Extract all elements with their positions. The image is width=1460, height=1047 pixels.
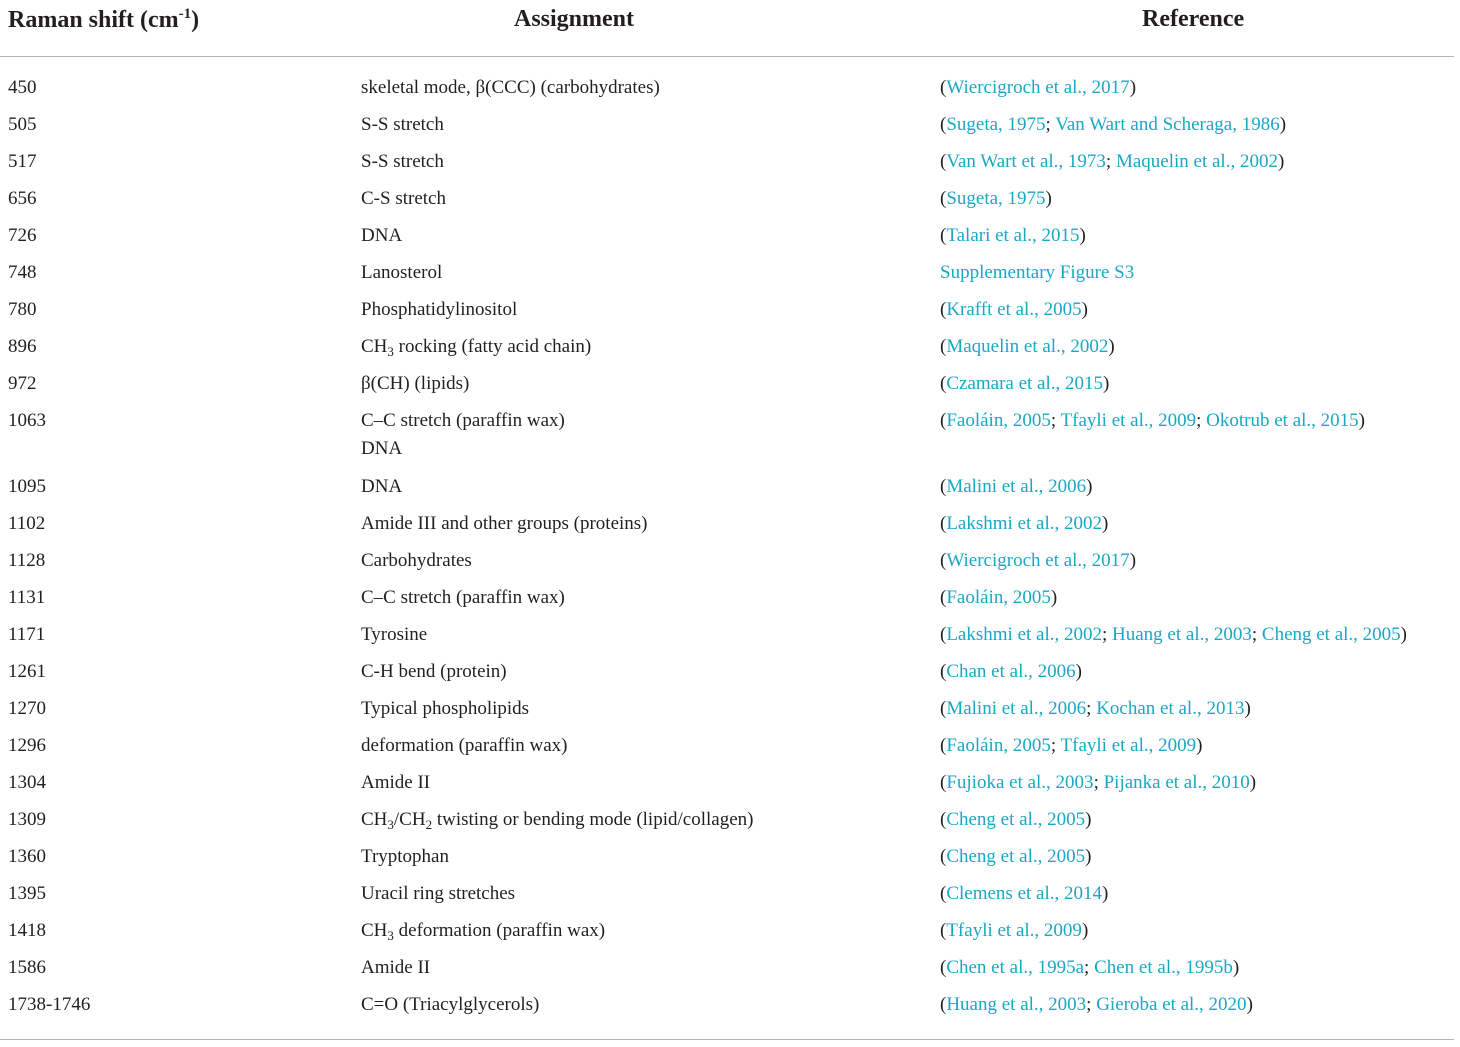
assignment-line: DNA xyxy=(361,225,403,246)
raman-shift-cell: 656 xyxy=(8,188,37,209)
open-paren: ( xyxy=(940,114,947,135)
table-row xyxy=(0,913,1460,950)
reference-link[interactable]: Faoláin, 2005 xyxy=(946,735,1051,756)
open-paren: ( xyxy=(940,513,947,534)
close-paren: ) xyxy=(1085,809,1092,830)
ref-separator: ; xyxy=(1196,410,1207,431)
table-row xyxy=(0,950,1460,987)
raman-shift-cell: 450 xyxy=(8,77,37,98)
table-row xyxy=(0,181,1460,218)
assignment-cell xyxy=(361,510,648,538)
reference-link[interactable]: Lakshmi et al., 2002 xyxy=(946,624,1102,645)
assignment-line: β(CH) (lipids) xyxy=(361,373,470,394)
reference-link[interactable]: Tfayli et al., 2009 xyxy=(1060,410,1197,431)
close-paren: ) xyxy=(1081,920,1089,941)
reference-link[interactable]: Krafft et al., 2005 xyxy=(946,299,1082,320)
open-paren: ( xyxy=(940,920,947,941)
subscript: 3 xyxy=(387,928,394,943)
reference-cell xyxy=(940,621,1407,649)
reference-link[interactable]: Malini et al., 2006 xyxy=(946,476,1087,497)
assignment-line: Amide III and other groups (proteins) xyxy=(361,513,648,534)
raman-shift-cell: 1586 xyxy=(8,957,46,978)
assignment-line: Phosphatidylinositol xyxy=(361,299,518,320)
bottom-rule xyxy=(0,1039,1454,1040)
reference-link[interactable]: Okotrub et al., 2015 xyxy=(1206,410,1359,431)
raman-shift-cell: 1063 xyxy=(8,410,46,431)
reference-link[interactable]: Chen et al., 1995a xyxy=(946,957,1085,978)
reference-cell xyxy=(940,510,1108,538)
ref-separator: ; xyxy=(1050,735,1061,756)
table-row xyxy=(0,218,1460,255)
open-paren: ( xyxy=(940,772,947,793)
open-paren: ( xyxy=(940,151,947,172)
reference-link[interactable]: Chen et al., 1995b xyxy=(1094,957,1233,978)
assignment-cell xyxy=(361,148,444,176)
assignment-cell xyxy=(361,259,442,287)
table-row xyxy=(0,987,1460,1024)
reference-cell xyxy=(940,954,1239,982)
table-row xyxy=(0,70,1460,107)
raman-shift-cell: 1738-1746 xyxy=(8,994,91,1015)
close-paren: ) xyxy=(1244,698,1251,719)
reference-link[interactable]: Tfayli et al., 2009 xyxy=(946,920,1082,941)
assignment-line: Carbohydrates xyxy=(361,550,472,571)
assignment-cell xyxy=(361,991,539,1019)
close-paren: ) xyxy=(1196,735,1203,756)
assignment-cell xyxy=(361,74,660,102)
close-paren: ) xyxy=(1232,957,1240,978)
assignment-line: Tryptophan xyxy=(361,846,449,867)
close-paren: ) xyxy=(1108,336,1115,357)
raman-shift-cell: 726 xyxy=(8,225,37,246)
close-paren: ) xyxy=(1086,476,1093,497)
reference-cell xyxy=(940,584,1057,612)
raman-shift-cell: 1304 xyxy=(8,772,46,793)
header-shift-close: ) xyxy=(191,7,200,33)
close-paren: ) xyxy=(1129,550,1137,571)
assignment-line: S-S stretch xyxy=(361,114,444,135)
raman-shift-cell: 1395 xyxy=(8,883,46,904)
reference-link[interactable]: Supplementary Figure S3 xyxy=(940,262,1135,283)
table-row xyxy=(0,144,1460,181)
reference-link[interactable]: Chan et al., 2006 xyxy=(946,661,1076,682)
reference-link[interactable]: Lakshmi et al., 2002 xyxy=(946,513,1102,534)
assignment-cell xyxy=(361,296,517,324)
raman-shift-cell: 1270 xyxy=(8,698,46,719)
assignment-cell xyxy=(361,769,430,797)
reference-link[interactable]: Fujioka et al., 2003 xyxy=(946,772,1094,793)
open-paren: ( xyxy=(940,410,947,431)
open-paren: ( xyxy=(940,624,947,645)
assignment-cell xyxy=(361,333,591,361)
assignment-cell xyxy=(361,222,402,250)
assignment-line: C–C stretch (paraffin wax) xyxy=(361,410,565,431)
assignment-cell xyxy=(361,584,565,612)
assignment-cell xyxy=(361,695,529,723)
reference-cell xyxy=(940,333,1115,361)
reference-link[interactable]: Van Wart and Scheraga, 1986 xyxy=(1055,114,1280,135)
ref-separator: ; xyxy=(1093,772,1104,793)
reference-link[interactable]: Tfayli et al., 2009 xyxy=(1060,735,1197,756)
raman-shift-cell: 1261 xyxy=(8,661,46,682)
assignment-line: C=O (Triacylglycerols) xyxy=(361,994,540,1015)
reference-cell xyxy=(940,991,1253,1019)
assignment-cell xyxy=(361,954,430,982)
ref-separator: ; xyxy=(1251,624,1262,645)
assignment-cell xyxy=(361,185,446,213)
table-row xyxy=(0,329,1460,366)
reference-cell xyxy=(940,222,1086,250)
raman-shift-cell: 1296 xyxy=(8,735,46,756)
table-row xyxy=(0,654,1460,691)
assignment-line: DNA xyxy=(361,476,403,497)
ref-separator: ; xyxy=(1086,994,1097,1015)
reference-cell xyxy=(940,259,1134,287)
table-row xyxy=(0,580,1460,617)
assignment-line: Lanosterol xyxy=(361,262,443,283)
ref-separator: ; xyxy=(1084,957,1095,978)
open-paren: ( xyxy=(940,373,947,394)
open-paren: ( xyxy=(940,809,947,830)
raman-shift-cell: 1171 xyxy=(8,624,46,645)
ref-separator: ; xyxy=(1086,698,1097,719)
reference-link[interactable]: Czamara et al., 2015 xyxy=(946,373,1104,394)
open-paren: ( xyxy=(940,698,947,719)
raman-shift-cell: 517 xyxy=(8,151,37,172)
table-row xyxy=(0,543,1460,580)
assignment-line: $CH_3/CH_2$ twisting or bending mode (lipid/collagen) xyxy=(361,809,754,832)
close-paren: ) xyxy=(1081,299,1088,320)
reference-link[interactable]: Cheng et al., 2005 xyxy=(1261,624,1401,645)
open-paren: ( xyxy=(940,188,947,209)
open-paren: ( xyxy=(940,957,947,978)
reference-cell xyxy=(940,732,1202,760)
open-paren: ( xyxy=(940,994,947,1015)
reference-cell xyxy=(940,843,1091,871)
ref-separator: ; xyxy=(1105,151,1116,172)
reference-cell xyxy=(940,806,1091,834)
close-paren: ) xyxy=(1400,624,1407,645)
assignment-line: Uracil ring stretches xyxy=(361,883,516,904)
reference-cell xyxy=(940,769,1256,797)
open-paren: ( xyxy=(940,846,947,867)
close-paren: ) xyxy=(1277,151,1285,172)
assignment-line: S-S stretch xyxy=(361,151,444,172)
assignment-cell xyxy=(361,547,472,575)
subscript: 3 xyxy=(387,817,394,832)
open-paren: ( xyxy=(940,299,947,320)
reference-cell xyxy=(940,917,1088,945)
table-row xyxy=(0,728,1460,765)
reference-link[interactable]: Maquelin et al., 2002 xyxy=(946,336,1109,357)
assignment-line: Typical phospholipids xyxy=(361,698,530,719)
table-header xyxy=(0,0,1460,56)
reference-link[interactable]: Wiercigroch et al., 2017 xyxy=(946,550,1130,571)
assignment-cell xyxy=(361,407,565,463)
reference-link[interactable]: Van Wart et al., 1973 xyxy=(946,151,1106,172)
raman-shift-cell: 1309 xyxy=(8,809,46,830)
assignment-cell xyxy=(361,880,515,908)
reference-link[interactable]: Maquelin et al., 2002 xyxy=(1115,151,1278,172)
close-paren: ) xyxy=(1075,661,1082,682)
raman-shift-cell: 780 xyxy=(8,299,37,320)
table-row xyxy=(0,469,1460,506)
reference-cell xyxy=(940,296,1088,324)
assignment-line: C-S stretch xyxy=(361,188,446,209)
open-paren: ( xyxy=(940,661,947,682)
table-body xyxy=(0,70,1460,1024)
reference-link[interactable]: Cheng et al., 2005 xyxy=(946,809,1086,830)
assignment-cell xyxy=(361,806,753,834)
assignment-line: deformation (paraffin wax) xyxy=(361,735,568,756)
reference-link[interactable]: Clemens et al., 2014 xyxy=(946,883,1102,904)
table-row xyxy=(0,107,1460,144)
reference-cell xyxy=(940,407,1365,435)
reference-link[interactable]: Faoláin, 2005 xyxy=(946,587,1051,608)
reference-cell xyxy=(940,473,1093,501)
reference-link[interactable]: Huang et al., 2003 xyxy=(946,994,1087,1015)
reference-link[interactable]: Talari et al., 2015 xyxy=(946,225,1080,246)
open-paren: ( xyxy=(940,336,947,357)
header-assignment: Assignment xyxy=(514,6,635,32)
reference-cell xyxy=(940,74,1136,102)
reference-cell xyxy=(940,658,1082,686)
reference-link[interactable]: Kochan et al., 2013 xyxy=(1096,698,1245,719)
reference-link[interactable]: Sugeta, 1975 xyxy=(946,114,1046,135)
close-paren: ) xyxy=(1102,513,1109,534)
open-paren: ( xyxy=(940,735,947,756)
table-row xyxy=(0,366,1460,403)
assignment-line: skeletal mode, β(CCC) (carbohydrates) xyxy=(361,77,660,98)
subscript: 3 xyxy=(387,344,394,359)
table-row xyxy=(0,403,1460,469)
table-row xyxy=(0,292,1460,329)
assignment-line: $CH_3$ deformation (paraffin wax) xyxy=(361,920,606,943)
close-paren: ) xyxy=(1129,77,1137,98)
reference-link[interactable]: Wiercigroch et al., 2017 xyxy=(946,77,1130,98)
close-paren: ) xyxy=(1246,994,1253,1015)
assignment-cell xyxy=(361,843,449,871)
reference-cell xyxy=(940,547,1136,575)
close-paren: ) xyxy=(1279,114,1287,135)
close-paren: ) xyxy=(1249,772,1257,793)
raman-shift-cell: 896 xyxy=(8,336,37,357)
open-paren: ( xyxy=(940,225,947,246)
open-paren: ( xyxy=(940,550,947,571)
reference-cell xyxy=(940,370,1109,398)
table-row xyxy=(0,765,1460,802)
open-paren: ( xyxy=(940,587,947,608)
table-row xyxy=(0,839,1460,876)
assignment-line: $CH_3$ rocking (fatty acid chain) xyxy=(361,336,592,359)
raman-shift-cell: 972 xyxy=(8,373,37,394)
raman-shift-cell: 748 xyxy=(8,262,37,283)
subscript: 2 xyxy=(425,817,433,832)
raman-shift-cell: 1128 xyxy=(8,550,46,571)
header-shift-superscript: -1 xyxy=(178,6,192,22)
table-row xyxy=(0,617,1460,654)
raman-shift-cell: 1102 xyxy=(8,513,46,534)
close-paren: ) xyxy=(1103,373,1110,394)
header-reference: Reference xyxy=(1142,6,1245,32)
table-row xyxy=(0,506,1460,543)
assignment-cell xyxy=(361,621,427,649)
table-row xyxy=(0,691,1460,728)
reference-cell xyxy=(940,111,1286,139)
assignment-cell xyxy=(361,658,507,686)
open-paren: ( xyxy=(940,77,947,98)
table-row xyxy=(0,802,1460,839)
open-paren: ( xyxy=(940,476,947,497)
table-row xyxy=(0,255,1460,292)
raman-shift-cell: 505 xyxy=(8,114,37,135)
reference-link[interactable]: Malini et al., 2006 xyxy=(946,698,1087,719)
assignment-cell xyxy=(361,732,567,760)
close-paren: ) xyxy=(1102,883,1109,904)
assignment-line: Amide II xyxy=(361,772,431,793)
reference-cell xyxy=(940,185,1052,213)
top-rule xyxy=(0,56,1454,57)
close-paren: ) xyxy=(1045,188,1052,209)
raman-shift-cell: 1131 xyxy=(8,587,46,608)
ref-separator: ; xyxy=(1102,624,1113,645)
reference-cell xyxy=(940,148,1284,176)
assignment-line: Tyrosine xyxy=(361,624,428,645)
reference-link[interactable]: Sugeta, 1975 xyxy=(946,188,1046,209)
assignment-cell xyxy=(361,917,605,945)
close-paren: ) xyxy=(1079,225,1086,246)
reference-link[interactable]: Huang et al., 2003 xyxy=(1112,624,1252,645)
reference-link[interactable]: Pijanka et al., 2010 xyxy=(1103,772,1250,793)
assignment-line: C-H bend (protein) xyxy=(361,661,507,682)
raman-shift-cell: 1360 xyxy=(8,846,46,867)
assignment-cell xyxy=(361,473,402,501)
reference-cell xyxy=(940,695,1251,723)
assignment-line: DNA xyxy=(361,438,403,459)
close-paren: ) xyxy=(1050,587,1058,608)
reference-link[interactable]: Faoláin, 2005 xyxy=(946,410,1051,431)
assignment-cell xyxy=(361,111,444,139)
raman-shift-cell: 1095 xyxy=(8,476,46,497)
reference-link[interactable]: Cheng et al., 2005 xyxy=(946,846,1086,867)
reference-cell xyxy=(940,880,1108,908)
ref-separator: ; xyxy=(1050,410,1061,431)
assignment-line: C–C stretch (paraffin wax) xyxy=(361,587,565,608)
ref-separator: ; xyxy=(1045,114,1056,135)
assignment-cell xyxy=(361,370,469,398)
assignment-line: Amide II xyxy=(361,957,431,978)
reference-link[interactable]: Gieroba et al., 2020 xyxy=(1096,994,1247,1015)
table-row xyxy=(0,876,1460,913)
close-paren: ) xyxy=(1358,410,1365,431)
close-paren: ) xyxy=(1085,846,1092,867)
header-shift-text: Raman shift (cm xyxy=(8,7,179,33)
header-raman-shift xyxy=(8,6,199,34)
raman-shift-cell: 1418 xyxy=(8,920,46,941)
open-paren: ( xyxy=(940,883,947,904)
